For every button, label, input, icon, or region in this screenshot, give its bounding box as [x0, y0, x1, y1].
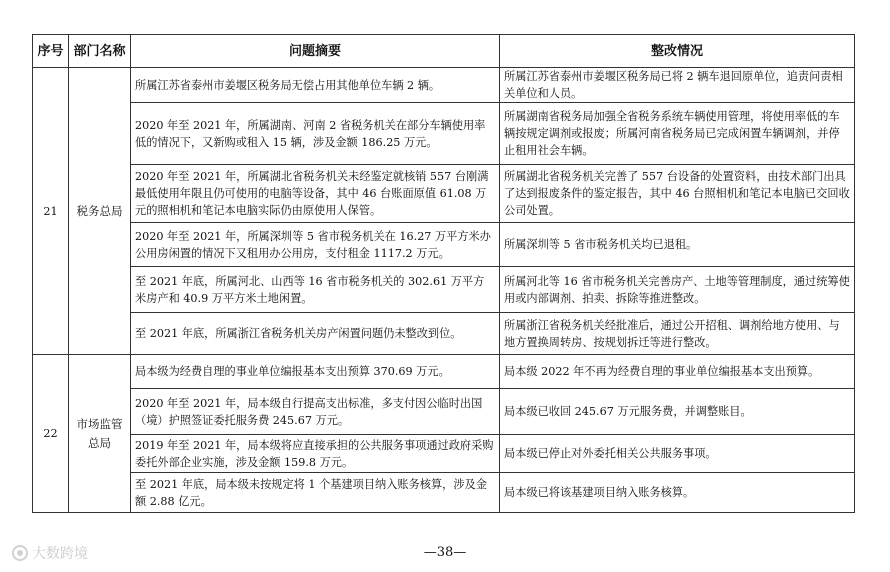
header-seq: 序号 — [33, 35, 69, 68]
header-issue: 问题摘要 — [131, 35, 500, 68]
issue-cell: 2020 年至 2021 年，所属湖南、河南 2 省税务机关在部分车辆使用率低的情况下，又新购或租入 15 辆，涉及金额 186.25 万元。 — [131, 103, 500, 165]
issue-cell: 所属江苏省泰州市姜堰区税务局无偿占用其他单位车辆 2 辆。 — [131, 68, 500, 103]
table-row — [33, 389, 855, 435]
issue-cell: 2020 年至 2021 年，局本级自行提高支出标准，多支付因公临时出国（境）护照签证委托服务费 245.67 万元。 — [131, 389, 500, 435]
seq-cell: 22 — [33, 355, 69, 513]
rectification-cell: 局本级已收回 245.67 万元服务费，并调整账目。 — [500, 389, 855, 435]
watermark-text: 大数跨境 — [32, 546, 88, 562]
issue-cell: 至 2021 年底，局本级未按规定将 1 个基建项目纳入账务核算，涉及金额 2.88 亿元。 — [131, 473, 500, 513]
table-row — [33, 165, 855, 223]
rectification-cell: 所属江苏省泰州市姜堰区税务局已将 2 辆车退回原单位，追责问责相关单位和人员。 — [500, 68, 855, 103]
page-number: —38— — [423, 545, 467, 560]
table-row — [33, 223, 855, 267]
table-header-row — [33, 35, 855, 68]
rectification-cell: 所属浙江省税务机关经批准后，通过公开招租、调剂给地方使用、与地方置换周转房、按规划拆迁等进行整改。 — [500, 313, 855, 355]
issue-cell: 至 2021 年底，所属河北、山西等 16 省市税务机关的 302.61 万平方米房产和 40.9 万平方米土地闲置。 — [131, 267, 500, 313]
header-rectification: 整改情况 — [500, 35, 855, 68]
issue-cell: 至 2021 年底，所属浙江省税务机关房产闲置问题仍未整改到位。 — [131, 313, 500, 355]
table-row — [33, 313, 855, 355]
rectification-cell: 所属深圳等 5 省市税务机关均已退租。 — [500, 223, 855, 267]
table-row — [33, 355, 855, 389]
issue-cell: 局本级为经费自理的事业单位编报基本支出预算 370.69 万元。 — [131, 355, 500, 389]
table-row — [33, 473, 855, 513]
issue-cell: 2020 年至 2021 年，所属湖北省税务机关未经鉴定就核销 557 台刚满最低使用年限且仍可使用的电脑等设备，其中 46 台账面原值 61.08 万元的照相机和笔记本电脑实际仍由原使用人保管。 — [131, 165, 500, 223]
issue-cell: 2019 年至 2021 年，局本级将应直接承担的公共服务事项通过政府采购委托外部企业实施，涉及金额 159.8 万元。 — [131, 435, 500, 473]
rectification-cell: 局本级已将该基建项目纳入账务核算。 — [500, 473, 855, 513]
table-row — [33, 68, 855, 103]
rectification-cell: 所属湖北省税务机关完善了 557 台设备的处置资料，由技术部门出具了达到报废条件的鉴定报告，其中 46 台照相机和笔记本电脑已交回收公司处置。 — [500, 165, 855, 223]
rectification-cell: 局本级已停止对外委托相关公共服务事项。 — [500, 435, 855, 473]
seq-cell: 21 — [33, 68, 69, 355]
table-row — [33, 435, 855, 473]
dept-cell: 税务总局 — [69, 68, 131, 355]
table-row — [33, 267, 855, 313]
rectification-table — [32, 34, 855, 513]
rectification-cell: 所属湖南省税务局加强全省税务系统车辆使用管理，将使用率低的车辆按规定调剂或报废；所属河南省税务局已完成闲置车辆调剂，并停止租用社会车辆。 — [500, 103, 855, 165]
issue-cell: 2020 年至 2021 年，所属深圳等 5 省市税务机关在 16.27 万平方米办公用房闲置的情况下又租用办公用房，支付租金 1117.2 万元。 — [131, 223, 500, 267]
table-row — [33, 103, 855, 165]
rectification-cell: 所属河北等 16 省市税务机关完善房产、土地等管理制度，通过统筹使用或内部调剂、拍卖、拆除等推进整改。 — [500, 267, 855, 313]
dept-cell: 市场监管总局 — [69, 355, 131, 513]
header-dept: 部门名称 — [69, 35, 131, 68]
rectification-cell: 局本级 2022 年不再为经费自理的事业单位编报基本支出预算。 — [500, 355, 855, 389]
